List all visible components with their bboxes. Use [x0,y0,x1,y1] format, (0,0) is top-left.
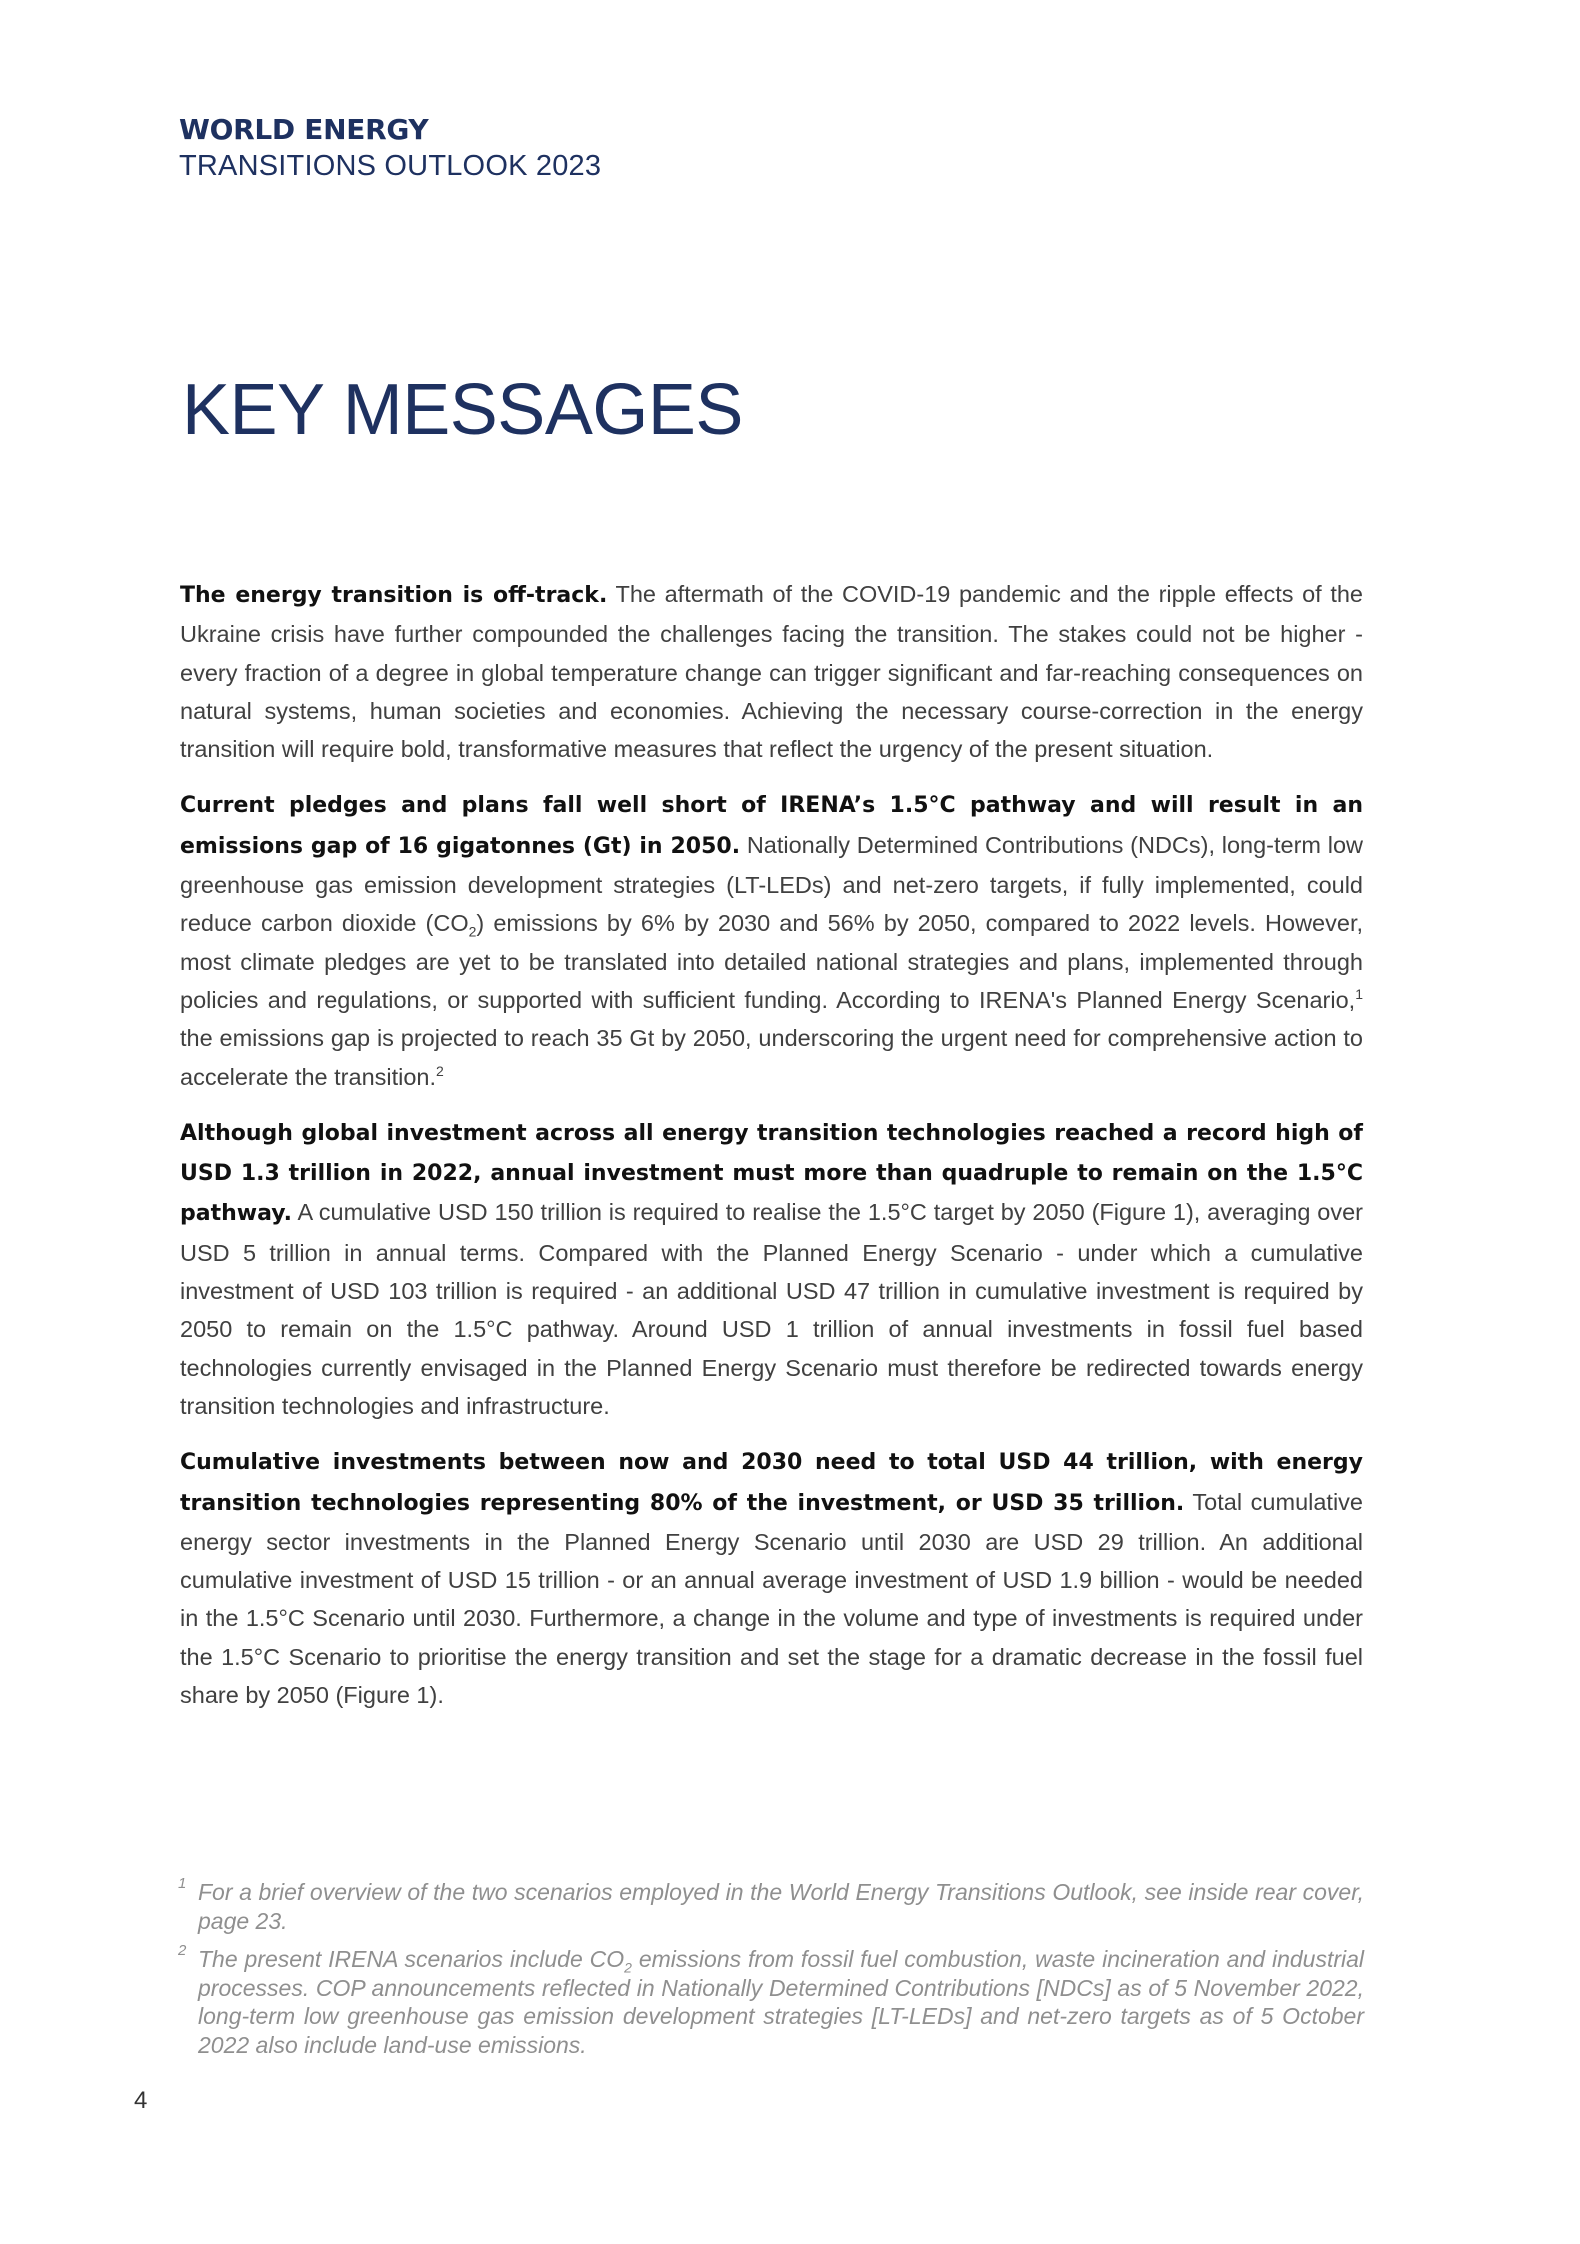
paragraph-text: A cumulative USD 150 trillion is required to realise the 1.5°C target by 2050 (Figure 1), averaging over USD 5 trillion in annual terms. Compared with the Planned Energy Scenario - under which a cumulative investment of USD 103 trillion is required - an additional USD 47 trillion in cumulative investment is required by 2050 to remain on the 1.5°C pathway. Around USD 1 trillion of annual investments in fossil fuel based technologies currently envisaged in the Planned Energy Scenario must therefore be redirected towards energy transition technologies and infrastructure. [180,1199,1363,1419]
paragraph-lead: Although global investment across all energy transition technologies reached a record high of USD 1.3 trillion in 2022, annual investment must more than quadruple to remain on the 1.5°C pathway. [180,1120,1363,1227]
subscript: 2 [468,924,477,941]
footnotes [178,1875,1365,2069]
header-subtitle: TRANSITIONS OUTLOOK 2023 [179,150,602,182]
paragraph-cumulative [180,1442,1363,1714]
page-title: KEY MESSAGES [182,370,743,450]
paragraph-lead: Current pledges and plans fall well short of IRENA’s 1.5°C pathway and will result in an emissions gap of 16 gigatonnes (Gt) in 2050. [180,793,1363,859]
paragraph-text: the emissions gap is projected to reach 35 Gt by 2050, underscoring the urgent need for comprehensive action to accelerate the transition. [180,1025,1363,1090]
paragraph-lead: The energy transition is off-track. [180,583,608,608]
footnote-text: The present IRENA scenarios include CO [198,1946,625,1972]
footnote-mark: 2 [178,1942,187,1959]
document-header [179,112,601,184]
paragraph-text: Total cumulative energy sector investments in the Planned Energy Scenario until 2030 are USD 29 trillion. An additional cumulative investment of USD 15 trillion - or an annual average investment of USD 1.9 billion - would be needed in the 1.5°C Scenario until 2030. Furthermore, a change in the volume and type of investments is required under the 1.5°C Scenario to prioritise the energy transition and set the stage for a dramatic decrease in the fossil fuel share by 2050 (Figure 1). [180,1488,1363,1709]
footnote-ref-1[interactable]: 1 [1355,986,1363,1003]
paragraph-off-track [180,575,1363,768]
paragraph-text: ) emissions by 6% by 2030 and 56% by 2050, compared to 2022 levels. However, most climate pledges are yet to be translated into detailed national strategies and plans, implemented through policies and regulations, or supported with sufficient funding. According to IRENA's Planned Energy Scenario, [180,910,1364,1013]
subscript: 2 [624,1959,632,1976]
footnote-2 [178,1942,1365,2059]
footnote-text: emissions from fossil fuel combustion, waste incineration and industrial processes. COP announcements reflected in Nationally Determined Contributions [NDCs] as of 5 November 2022, long-term low greenhouse gas emission development strategies [LT-LEDs] and net-zero targets as of 5 October 2022 also include land-use emissions. [198,1946,1365,2058]
paragraph-investment [180,1113,1363,1425]
page-number: 4 [134,2087,148,2114]
footnote-1 [178,1875,1364,1935]
paragraph-pledges [180,785,1363,1095]
paragraph-lead: Cumulative investments between now and 2030 need to total USD 44 trillion, with energy transition technologies representing 80% of the investment, or USD 35 trillion. [180,1450,1363,1516]
key-messages-body [180,575,1363,1731]
footnote-text: For a brief overview of the two scenarios employed in the World Energy Transitions Outlook, see inside rear cover, page 23. [198,1879,1364,1934]
paragraph-text: The aftermath of the COVID-19 pandemic and the ripple effects of the Ukraine crisis have further compounded the challenges facing the transition. The stakes could not be higher - every fraction of a degree in global temperature change can trigger significant and far-reaching consequences on natural systems, human societies and economies. Achieving the necessary course-correction in the energy transition will require bold, transformative measures that reflect the urgency of the present situation. [180,581,1363,763]
paragraph-text: Nationally Determined Contributions (NDCs), long-term low greenhouse gas emission development strategies (LT-LEDs) and net-zero targets, if fully implemented, could reduce carbon dioxide (CO [180,831,1364,937]
footnote-ref-2[interactable]: 2 [436,1062,444,1079]
header-title: WORLD ENERGY [179,113,429,146]
footnote-mark: 1 [178,1875,187,1892]
